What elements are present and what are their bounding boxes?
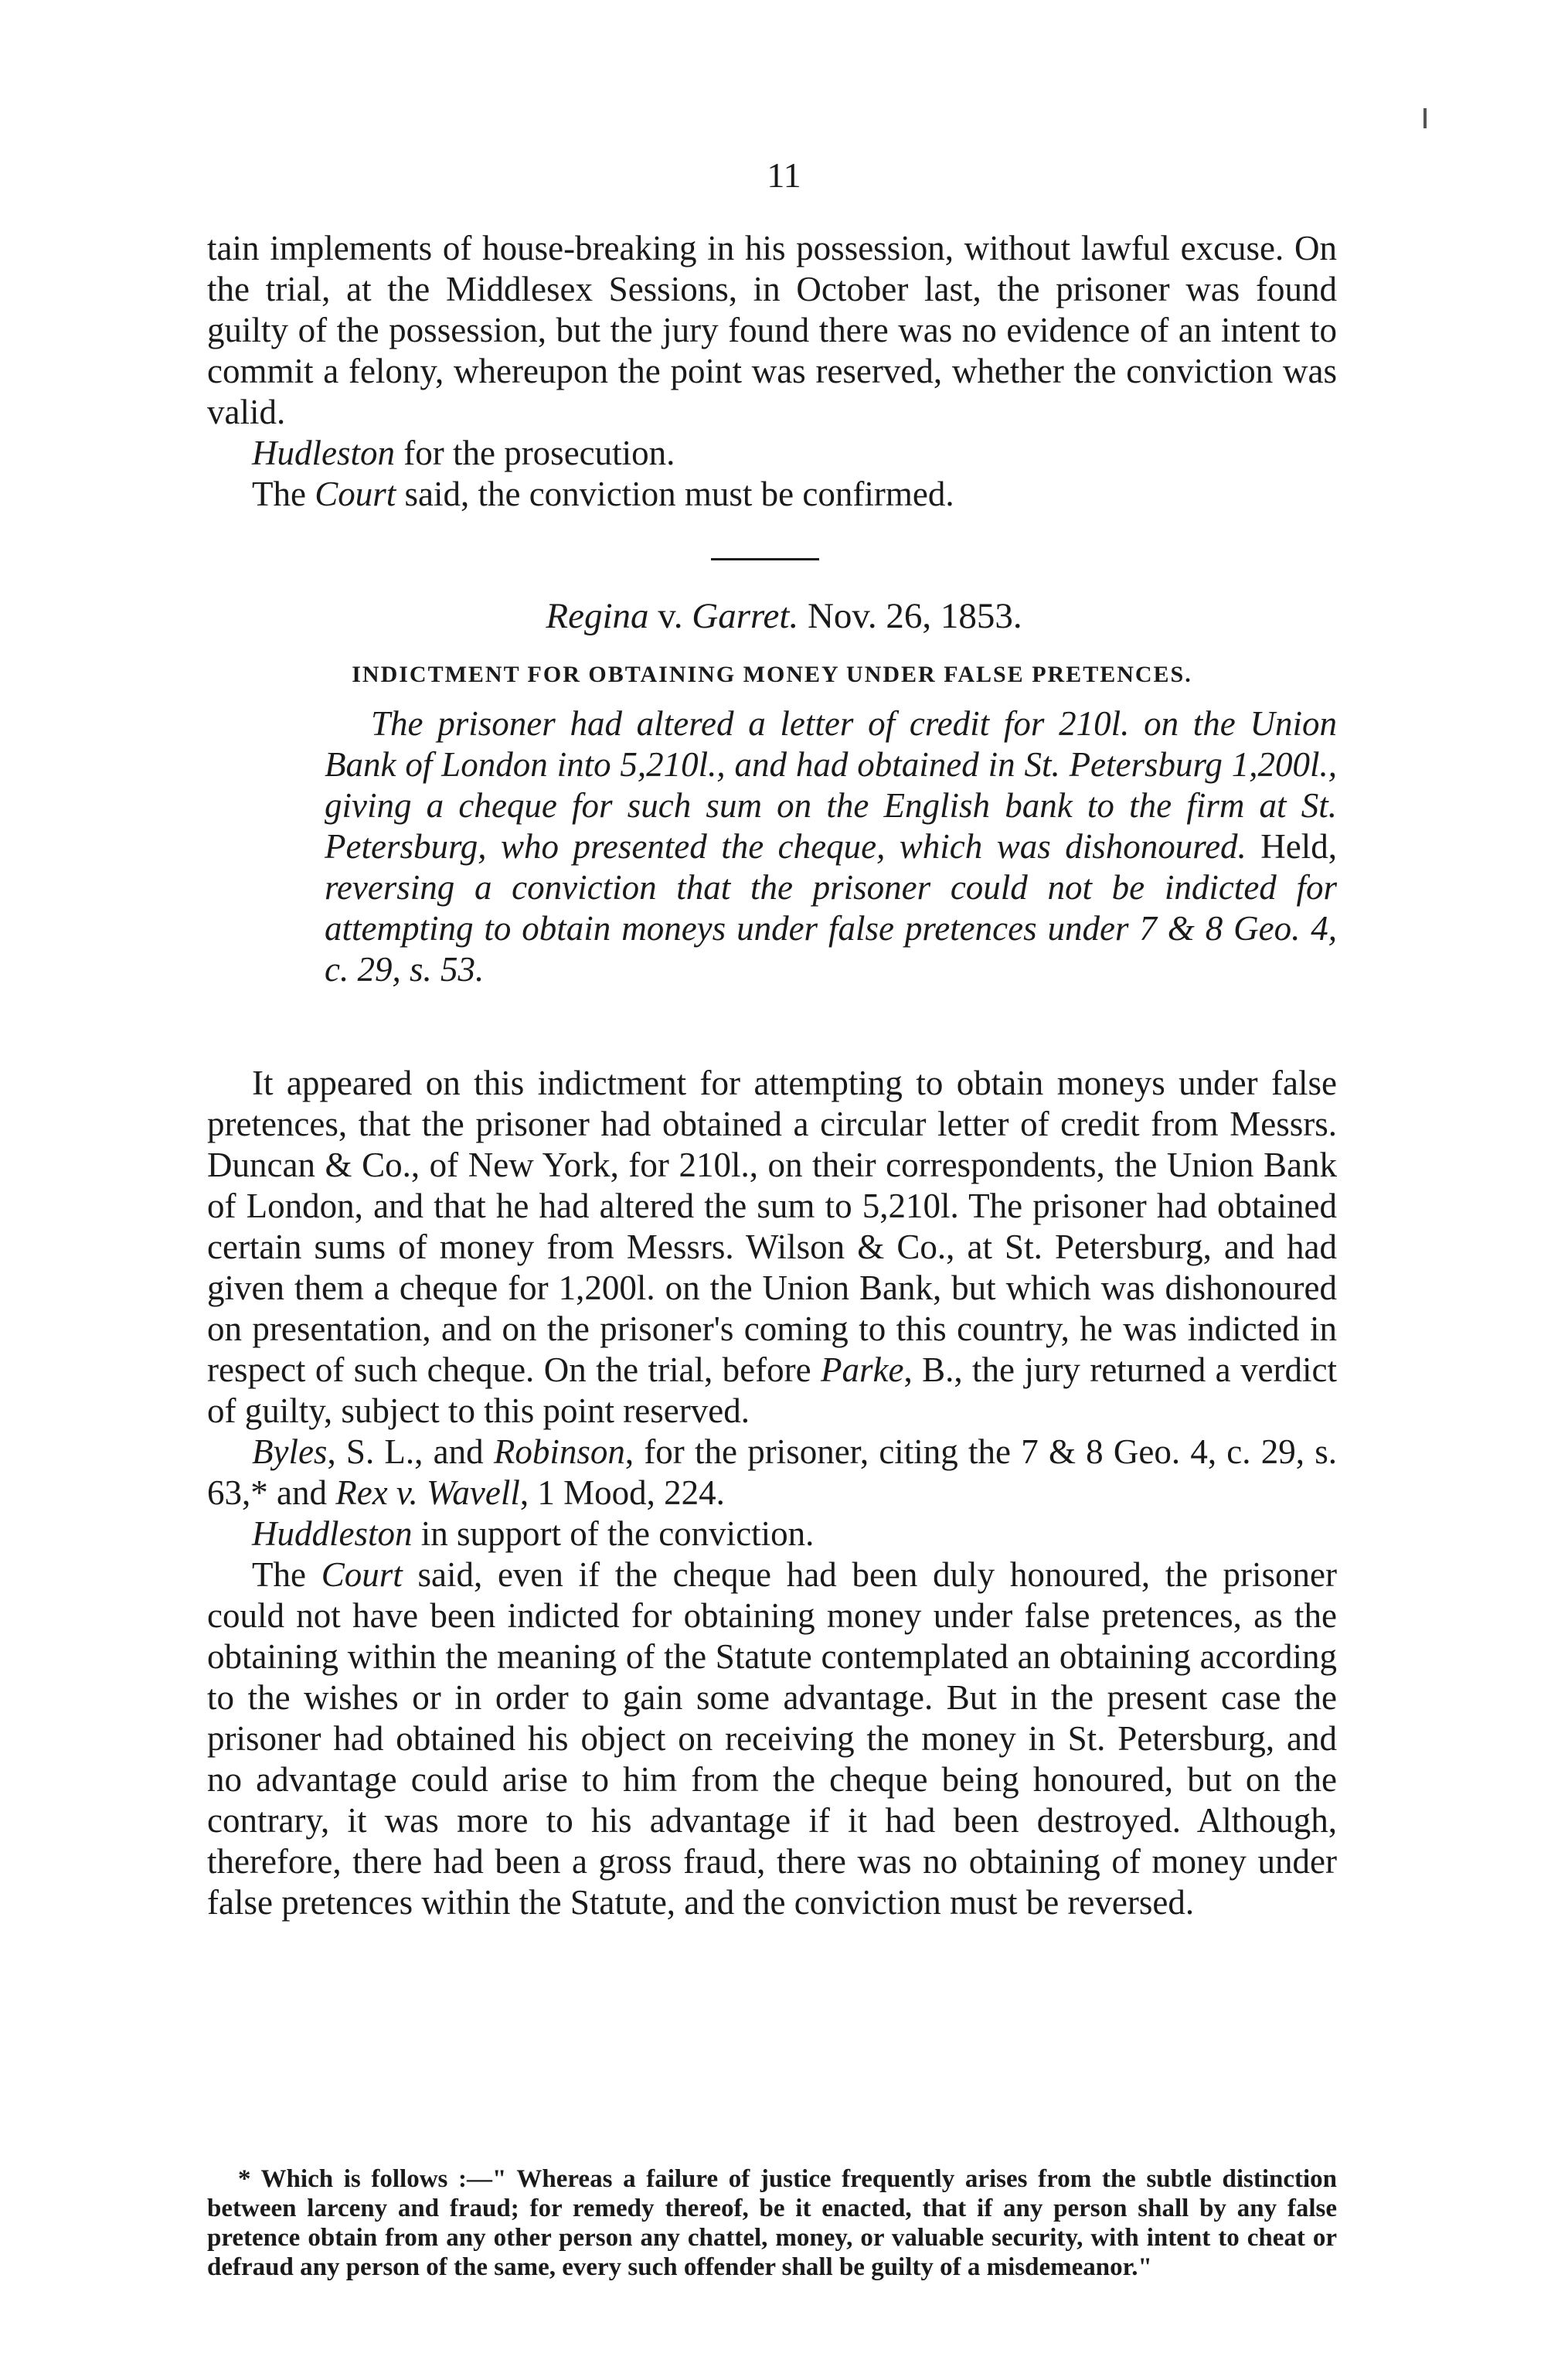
judgment-text: said, even if the cheque had been duly honoured, the prisoner could not have been indicted for obtaining money under false pretences, as the obtaining within the meaning of the Statute contemplated an obtaining according to the wishes or in order to gain some advantage. But in the present case the prisoner had obtained his object on receiving the money in St. Petersburg, and no advantage could arise to him from the cheque being honoured, but on the contrary, it was more to his advantage if it had been destroyed. Although, therefore, there had been a gross fraud, there was no obtaining of money under false pretences within the Statute, and the conviction must be reversed. — [207, 1555, 1337, 1922]
indictment-heading: INDICTMENT FOR OBTAINING MONEY UNDER FALSE PRETENCES. — [352, 662, 1192, 687]
counsel-robinson: Robinson — [493, 1432, 625, 1471]
facts-text-end: , B., the jury returned a verdict of guilty, subject to this point reserved. — [207, 1350, 1338, 1430]
counsel-text-c: , 1 Mood, 224. — [519, 1473, 725, 1512]
top-paragraph: tain implements of house-breaking in his possession, without lawful excuse. On the trial, at the Middlesex Sessions, in October last, the prisoner was found guilty of the possession, but the jury found there was no evidence of an intent to commit a felony, whereupon the point was reserved, whether the conviction was valid. — [207, 229, 1337, 431]
support-text: in support of the conviction. — [412, 1514, 815, 1553]
headnote-part-a: The prisoner had altered a letter of credit for 210l. on the Union Bank of London into 5,210l., and had obtained in St. Petersburg 1,200l., giving a cheque for such sum on the English bank to the firm at St. Petersburg, who presented the cheque, which was dishonoured. — [325, 704, 1337, 866]
cited-case: Rex v. Wavell — [335, 1473, 520, 1512]
counsel-rest: for the prosecution. — [395, 434, 675, 472]
page-number: 11 — [767, 155, 801, 195]
section-divider — [711, 558, 819, 560]
case-title — [0, 595, 1568, 637]
court-word: Court — [315, 475, 396, 513]
footnote: * Which is follows :—" Whereas a failure of justice frequently arises from the subtle distinction between larceny and fraud; for remedy thereof, be it enacted, that if any person shall by any false pretence obtain from any other person any chattel, money, or valuable security, with intent to cheat or defraud any person of the same, every such offender shall be guilty of a misdemeanor." — [207, 2165, 1337, 2281]
versus: v. — [648, 596, 692, 636]
judgment-court: Court — [321, 1555, 403, 1594]
headnote-part-b: reversing a conviction that the prisoner could not be indicted for attempting to obtain moneys under false pretences under 7 & 8 Geo. 4, c. 29, s. 53. — [325, 868, 1337, 989]
body-paragraph-facts — [207, 1063, 1337, 1432]
body-paragraph-counsel — [207, 1432, 1337, 1514]
counsel-byles: Byles — [252, 1432, 328, 1471]
counsel-huddleston: Huddleston — [252, 1514, 413, 1553]
scan-mark — [1423, 108, 1427, 128]
body-paragraph-judgment — [207, 1554, 1337, 1923]
counsel-name: Hudleston — [252, 434, 395, 472]
party-two: Garret. — [692, 596, 799, 636]
headnote — [325, 703, 1337, 990]
court-line — [207, 474, 1337, 515]
counsel-line — [207, 433, 1337, 474]
case-body — [207, 1063, 1337, 1923]
held-word: Held, — [1260, 827, 1337, 866]
body-paragraph-support — [207, 1514, 1337, 1554]
counsel-text-a: , S. L., and — [327, 1432, 494, 1471]
case-date: Nov. 26, 1853. — [798, 596, 1022, 636]
court-prefix: The — [252, 475, 315, 513]
judgment-prefix: The — [252, 1555, 321, 1594]
court-rest: said, the conviction must be confirmed. — [396, 475, 954, 513]
counsel-text-b: , for the prisoner, citing the 7 & 8 Geo. 4, c. 29, s. 63,* and — [207, 1432, 1337, 1512]
facts-text: It appeared on this indictment for attempting to obtain moneys under false pretences, that the prisoner had obtained a circular letter of credit from Messrs. Duncan & Co., of New York, for 210l., on their correspondents, the Union Bank of London, and that he had altered the sum to 5,210l. The prisoner had obtained certain sums of money from Messrs. Wilson & Co., at St. Petersburg, and had given them a cheque for 1,200l. on the Union Bank, but which was dishonoured on presentation, and on the prisoner's coming to this country, he was indicted in respect of such cheque. On the trial, before — [207, 1064, 1337, 1389]
judge-name: Parke — [821, 1350, 904, 1389]
party-one: Regina — [546, 596, 649, 636]
prior-case-tail — [207, 228, 1337, 515]
